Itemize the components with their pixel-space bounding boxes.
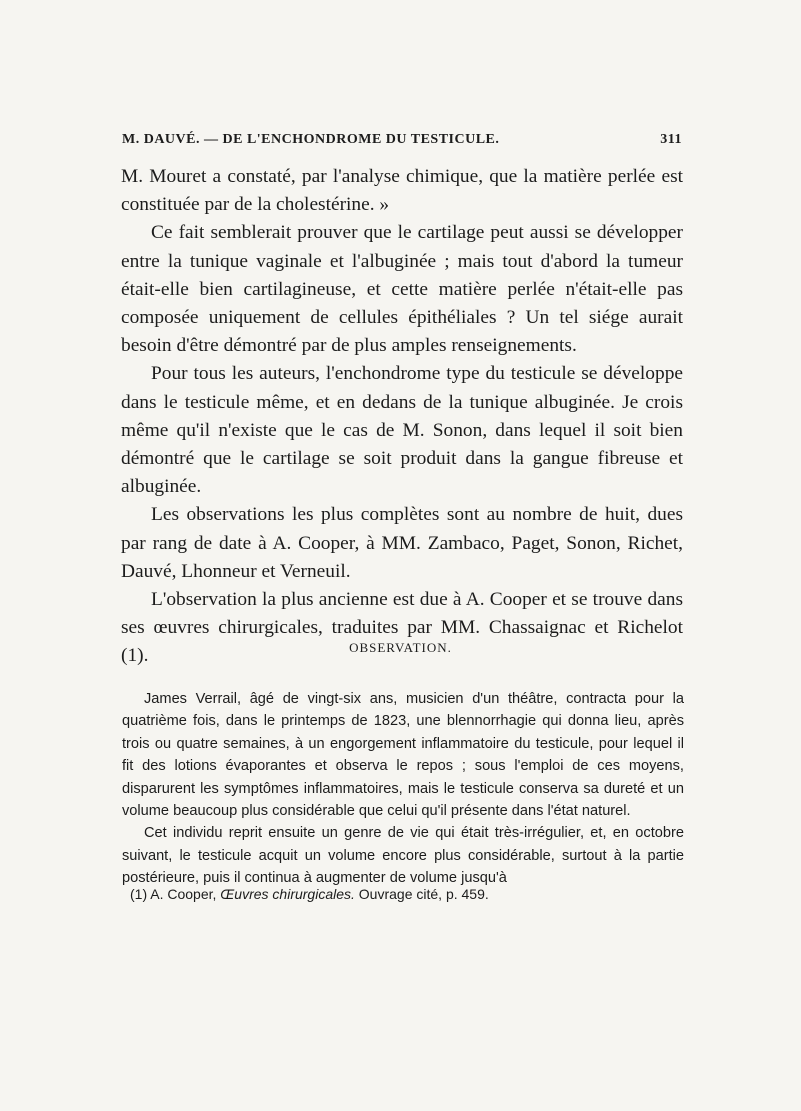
paragraph: Ce fait semblerait prouver que le cartilage peut aussi se développer entre la tunique vaginale et l'albuginée ; mais tout d'abord la tumeur était-elle bien cartilagineuse, et cette matière perlée n'était-elle pas composée uniquement de cellules épithéliales ? Un tel siége aurait besoin d'être démontré par de plus amples renseignements.: [121, 222, 683, 357]
footnote-reference: Ouvrage cité, p. 459.: [358, 886, 489, 902]
footnote-marker: (1): [130, 886, 148, 902]
paragraph: Les observations les plus complètes sont au nombre de huit, dues par rang de date à A. Cooper, à MM. Zambaco, Paget, Sonon, Richet, Dauvé, Lhonneur et Verneuil.: [121, 504, 683, 582]
footnote-author: A. Cooper,: [150, 886, 217, 902]
running-head: [122, 132, 682, 148]
section-heading: OBSERVATION.: [349, 640, 452, 655]
paragraph: Pour tous les auteurs, l'enchondrome type du testicule se développe dans le testicule même, et en dedans de la tunique albuginée. Je crois même qu'il n'existe que le cas de M. Sonon, dans lequel il soit bien démontré que le cartilage se soit produit dans la gangue fibreuse et albuginée.: [121, 363, 683, 498]
footnote: [130, 886, 690, 902]
page-number: 311: [660, 132, 682, 147]
footnote-work: Œuvres chirurgicales.: [220, 886, 355, 902]
paragraph: M. Mouret a constaté, par l'analyse chimique, que la matière perlée est constituée par de la cholestérine. »: [121, 166, 683, 216]
paragraph: L'observation la plus ancienne est due à A. Cooper et se trouve dans ses œuvres chirurgicales, traduites par MM. Chassaignac et Richelot (1).: [121, 589, 683, 667]
observation-paragraph: James Verrail, âgé de vingt-six ans, musicien d'un théâtre, contracta pour la quatrième fois, dans le printemps de 1823, une blennorrhagie qui donna lieu, après trois ou quatre semaines, à un engorgement inflammatoire du testicule, pour lequel il fit des lotions évaporantes et observa le repos ; sous l'emploi de ces moyens, disparurent les symptômes inflammatoires, mais le testicule conserva sa dureté et un volume beaucoup plus considérable que celui qu'il présente dans l'état naturel.: [122, 691, 684, 820]
main-text: [121, 163, 683, 671]
observation-text: [122, 688, 684, 890]
running-title: M. DAUVÉ. — DE L'ENCHONDROME DU TESTICULE.: [122, 132, 500, 147]
observation-paragraph: Cet individu reprit ensuite un genre de vie qui était très-irrégulier, et, en octobre suivant, le testicule acquit un volume encore plus considérable, surtout à la partie postérieure, puis il continua à augmenter de volume jusqu'à: [122, 825, 684, 887]
